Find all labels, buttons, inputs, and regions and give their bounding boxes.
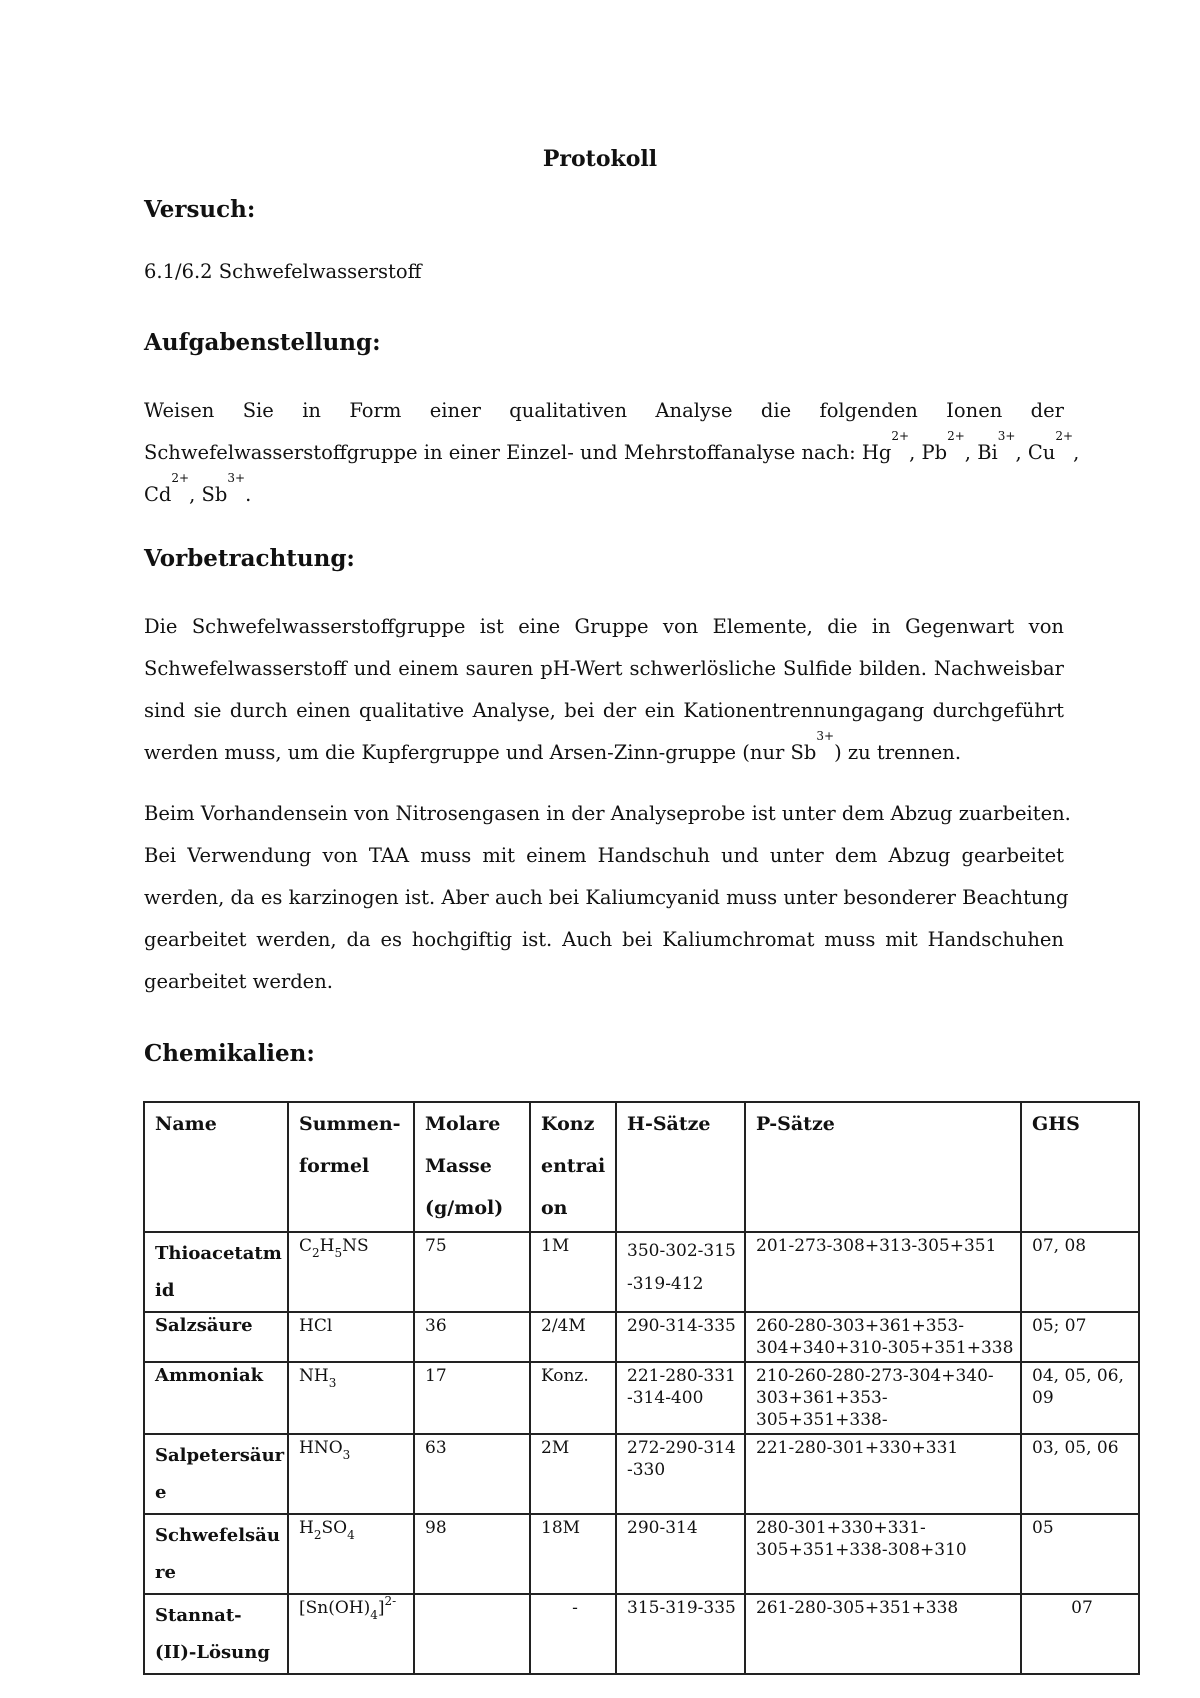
heading-aufgabenstellung: Aufgabenstellung: — [144, 329, 381, 356]
ion-charge-hg: 2+ — [891, 429, 910, 443]
header-line: (g/mol) — [425, 1197, 504, 1219]
name-line: Stannat- — [155, 1605, 242, 1626]
cell-p: 261-280-305+351+338 — [745, 1594, 1021, 1674]
ion-charge-sb-2: 3+ — [816, 729, 835, 743]
cell-p: 210-260-280-273-304+340-303+361+353-305+351+338- — [745, 1362, 1021, 1434]
ion-bi: , Bi — [964, 441, 998, 464]
table-row — [144, 1594, 1139, 1674]
cell-masse: 75 — [414, 1232, 530, 1312]
table-row — [144, 1434, 1139, 1514]
cell-h: 290-314 — [616, 1514, 745, 1594]
cell-name — [144, 1514, 288, 1594]
cell-name: Ammoniak — [144, 1362, 288, 1434]
h-line: -330 — [627, 1460, 666, 1480]
cell-name — [144, 1594, 288, 1674]
table-row — [144, 1514, 1139, 1594]
cell-ghs: 05; 07 — [1021, 1312, 1139, 1362]
heading-vorbetrachtung: Vorbetrachtung: — [144, 545, 355, 572]
h-line: 221-280-331 — [627, 1366, 736, 1386]
header-line: Molare — [425, 1113, 501, 1135]
formel-part: H — [319, 1236, 335, 1256]
table-row — [144, 1312, 1139, 1362]
ion-pb: , Pb — [909, 441, 948, 464]
formel-part: NH — [299, 1366, 329, 1386]
formel-part: NS — [342, 1236, 369, 1256]
cell-ghs: 05 — [1021, 1514, 1139, 1594]
versuch-value: 6.1/6.2 Schwefelwasserstoff — [144, 260, 422, 283]
header-line: entrai — [541, 1155, 606, 1177]
cell-konz: Konz. — [530, 1362, 616, 1434]
cell-ghs: 04, 05, 06, 09 — [1021, 1362, 1139, 1434]
header-line: Summen- — [299, 1113, 401, 1135]
cell-name: Salzsäure — [144, 1312, 288, 1362]
cell-h — [616, 1362, 745, 1434]
header-h-saetze: H-Sätze — [616, 1102, 745, 1232]
header-name: Name — [144, 1102, 288, 1232]
formel-sub: 4 — [347, 1528, 355, 1542]
chemicals-table — [143, 1101, 1140, 1675]
vorbetrachtung-paragraph-1 — [144, 606, 1064, 774]
aufgabe-line-3 — [144, 471, 1064, 516]
vorbetrachtung-line: werden, da es karzinogen ist. Aber auch bei Kaliumcyanid muss unter besonderer Beachtung — [144, 886, 1069, 909]
vorbetrachtung-line: Beim Vorhandensein von Nitrosengasen in der Analyseprobe ist unter dem Abzug zuarbeiten. — [144, 802, 1071, 825]
cell-konz: 18M — [530, 1514, 616, 1594]
header-line: on — [541, 1197, 568, 1219]
name-line: Salpetersäur — [155, 1445, 285, 1466]
ion-cu: , Cu — [1015, 441, 1056, 464]
cell-h — [616, 1434, 745, 1514]
heading-chemikalien: Chemikalien: — [144, 1040, 315, 1067]
h-line: -314-400 — [627, 1388, 704, 1408]
vorbetrachtung-paragraph-2 — [144, 793, 1071, 1003]
name-line: Thioacetatm — [155, 1243, 282, 1264]
heading-versuch: Versuch: — [144, 196, 256, 223]
cell-konz: 2/4M — [530, 1312, 616, 1362]
cell-masse: 36 — [414, 1312, 530, 1362]
aufgabe-line-2 — [144, 429, 1080, 474]
table-row — [144, 1232, 1139, 1312]
cell-h — [616, 1232, 745, 1312]
vorbetrachtung-line: gearbeitet werden. — [144, 970, 333, 993]
aufgabe-line-2-text: Schwefelwasserstoffgruppe in einer Einzel- und Mehrstoffanalyse nach: Hg — [144, 441, 892, 464]
cell-ghs: 03, 05, 06 — [1021, 1434, 1139, 1514]
cell-masse: 63 — [414, 1434, 530, 1514]
formel-sub: 2 — [312, 1246, 320, 1260]
cell-formel — [288, 1362, 414, 1434]
formel-sub: 3 — [328, 1376, 337, 1390]
vorbetrachtung-line: gearbeitet werden, da es hochgiftig ist. Auch bei Kaliumchromat muss mit Handschuhen — [144, 928, 1064, 951]
cell-ghs: 07, 08 — [1021, 1232, 1139, 1312]
ion-sb: , Sb — [189, 483, 228, 506]
ion-charge-cd: 2+ — [171, 471, 190, 485]
header-molare-masse — [414, 1102, 530, 1232]
header-summenformel — [288, 1102, 414, 1232]
cell-konz: 1M — [530, 1232, 616, 1312]
name-line: (II)-Lösung — [155, 1642, 270, 1663]
table-header-row — [144, 1102, 1139, 1232]
ion-charge-pb: 2+ — [947, 429, 965, 443]
cell-konz: - — [530, 1594, 616, 1674]
formel-part: SO — [321, 1518, 348, 1538]
formel-part: ] — [377, 1598, 385, 1618]
name-line: e — [155, 1482, 167, 1503]
aufgabe-period: . — [245, 483, 252, 506]
cell-ghs: 07 — [1021, 1594, 1139, 1674]
cell-masse — [414, 1594, 530, 1674]
h-line: -319-412 — [627, 1274, 704, 1294]
vorbetrachtung-line-end: ) zu trennen. — [834, 741, 962, 764]
cell-name — [144, 1232, 288, 1312]
header-ghs: GHS — [1021, 1102, 1139, 1232]
name-line: id — [155, 1280, 175, 1301]
cell-formel — [288, 1594, 414, 1674]
header-p-saetze: P-Sätze — [745, 1102, 1021, 1232]
cell-formel: HCl — [288, 1312, 414, 1362]
aufgabe-comma: , — [1073, 441, 1080, 464]
formel-sub: 3 — [342, 1448, 351, 1462]
cell-formel — [288, 1232, 414, 1312]
cell-p: 201-273-308+313-305+351 — [745, 1232, 1021, 1312]
versuch-text — [144, 260, 1064, 284]
cell-konz: 2M — [530, 1434, 616, 1514]
aufgabe-paragraph — [144, 390, 1080, 516]
cell-p: 260-280-303+361+353-304+340+310-305+351+338 — [745, 1312, 1021, 1362]
cell-masse: 17 — [414, 1362, 530, 1434]
formel-sub: 4 — [370, 1608, 378, 1622]
cell-p: 280-301+330+331-305+351+338-308+310 — [745, 1514, 1021, 1594]
cell-formel — [288, 1434, 414, 1514]
cell-h: 315-319-335 — [616, 1594, 745, 1674]
formel-sup: 2- — [384, 1594, 397, 1608]
vorbetrachtung-line — [144, 729, 1064, 774]
aufgabe-line-1: Weisen Sie in Form einer qualitativen Analyse die folgenden Ionen der — [144, 399, 1064, 422]
vorbetrachtung-line: Schwefelwasserstoff und einem sauren pH-Wert schwerlösliche Sulfide bilden. Nachweisbar — [144, 657, 1064, 680]
formel-part: HNO — [299, 1438, 343, 1458]
document-title: Protokoll — [542, 146, 658, 172]
table-row — [144, 1362, 1139, 1434]
formel-part: H — [299, 1518, 314, 1538]
formel-part: C — [299, 1236, 313, 1256]
vorbetrachtung-line: sind sie durch einen qualitative Analyse, bei der ein Kationentrennungagang durchgeführt — [144, 699, 1064, 722]
cell-formel — [288, 1514, 414, 1594]
formel-sub: 5 — [334, 1246, 343, 1260]
ion-charge-sb: 3+ — [227, 471, 246, 485]
ion-charge-cu: 2+ — [1055, 429, 1074, 443]
cell-h: 290-314-335 — [616, 1312, 745, 1362]
header-line: formel — [299, 1155, 370, 1177]
name-line: Schwefelsäu — [155, 1525, 280, 1546]
cell-masse: 98 — [414, 1514, 530, 1594]
vorbetrachtung-line-text: werden muss, um die Kupfergruppe und Arsen-Zinn-gruppe (nur Sb — [144, 741, 817, 764]
formel-part: [Sn(OH) — [299, 1598, 371, 1618]
cell-p: 221-280-301+330+331 — [745, 1434, 1021, 1514]
h-line: 350-302-315 — [627, 1241, 736, 1261]
ion-charge-bi: 3+ — [997, 429, 1016, 443]
ion-cd: Cd — [144, 483, 172, 506]
formel-sub: 2 — [313, 1528, 322, 1542]
header-line: Masse — [425, 1155, 492, 1177]
header-konzentration — [530, 1102, 616, 1232]
vorbetrachtung-line: Die Schwefelwasserstoffgruppe ist eine Gruppe von Elemente, die in Gegenwart von — [144, 615, 1064, 638]
cell-name — [144, 1434, 288, 1514]
h-line: 272-290-314 — [627, 1438, 736, 1458]
header-line: Konz — [541, 1113, 595, 1135]
name-line: re — [155, 1562, 176, 1583]
vorbetrachtung-line: Bei Verwendung von TAA muss mit einem Handschuh und unter dem Abzug gearbeitet — [144, 844, 1064, 867]
